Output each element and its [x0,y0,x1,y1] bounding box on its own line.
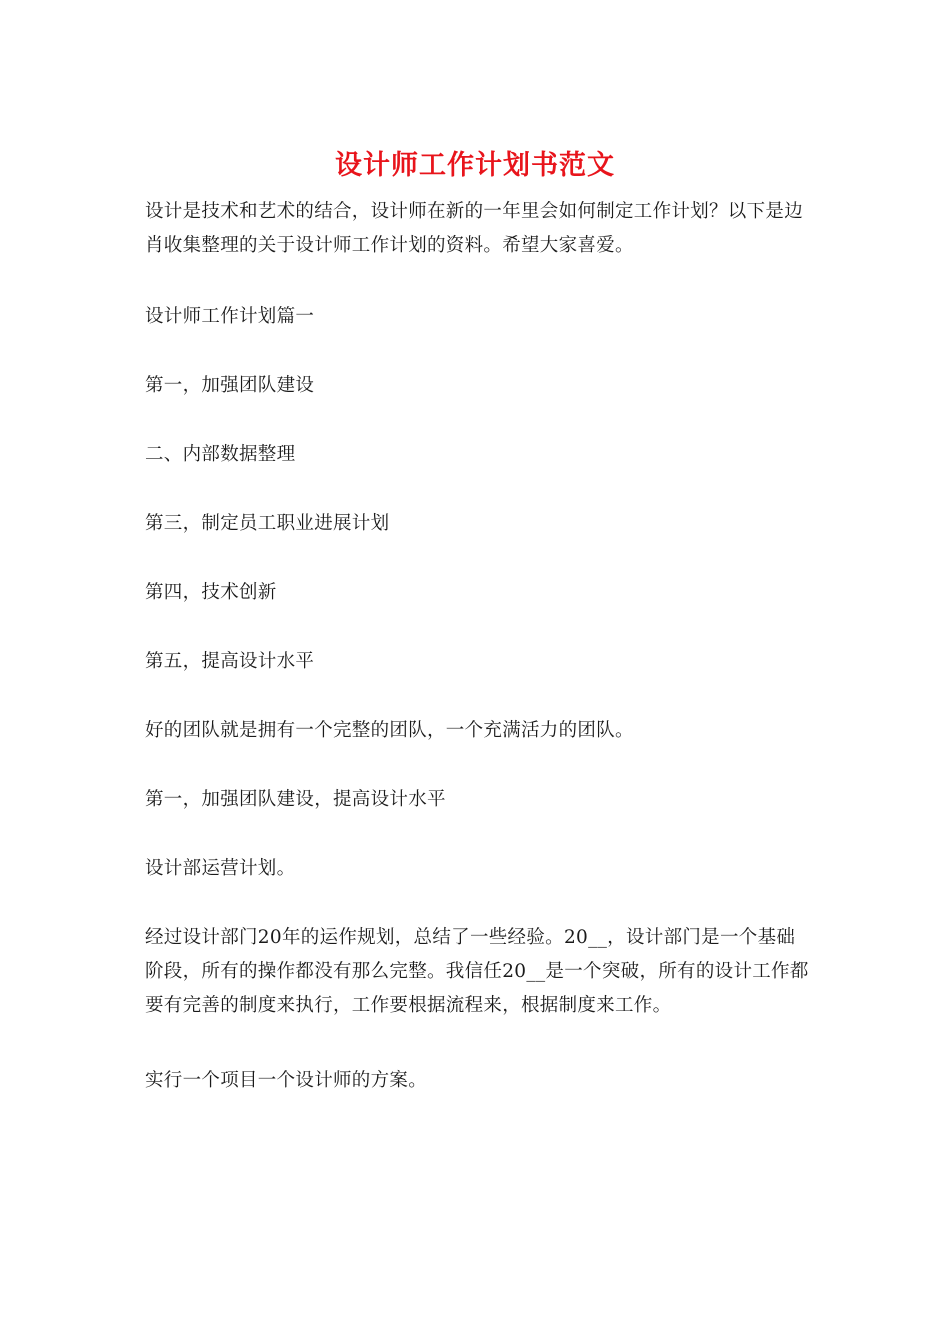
document-title: 设计师工作计划书范文 [335,150,615,181]
list-item: 第三，制定员工职业进展计划 [145,513,390,534]
body-paragraph: 经过设计部门20年的运作规划，总结了一些经验。20__，设计部门是一个基础阶段，所有的操作都没有那么完整。我信任20__是一个突破，所有的设计工作都要有完善的制度来执行，工作要根据流程来，根据制度来工作。 [145,927,809,1016]
section-heading: 设计师工作计划篇一 [145,306,315,327]
body-paragraph: 好的团队就是拥有一个完整的团队，一个充满活力的团队。 [145,720,634,741]
body-paragraph: 第一，加强团队建设，提高设计水平 [145,789,446,810]
list-item: 第一，加强团队建设 [145,375,315,396]
intro-paragraph: 设计是技术和艺术的结合，设计师在新的一年里会如何制定工作计划？以下是边肖收集整理的关于设计师工作计划的资料。希望大家喜爱。 [145,201,804,256]
list-item: 第四，技术创新 [145,582,277,603]
body-paragraph: 实行一个项目一个设计师的方案。 [145,1070,428,1091]
list-item: 第五，提高设计水平 [145,651,315,672]
body-paragraph: 设计部运营计划。 [145,858,296,879]
list-item: 二、内部数据整理 [145,444,296,465]
